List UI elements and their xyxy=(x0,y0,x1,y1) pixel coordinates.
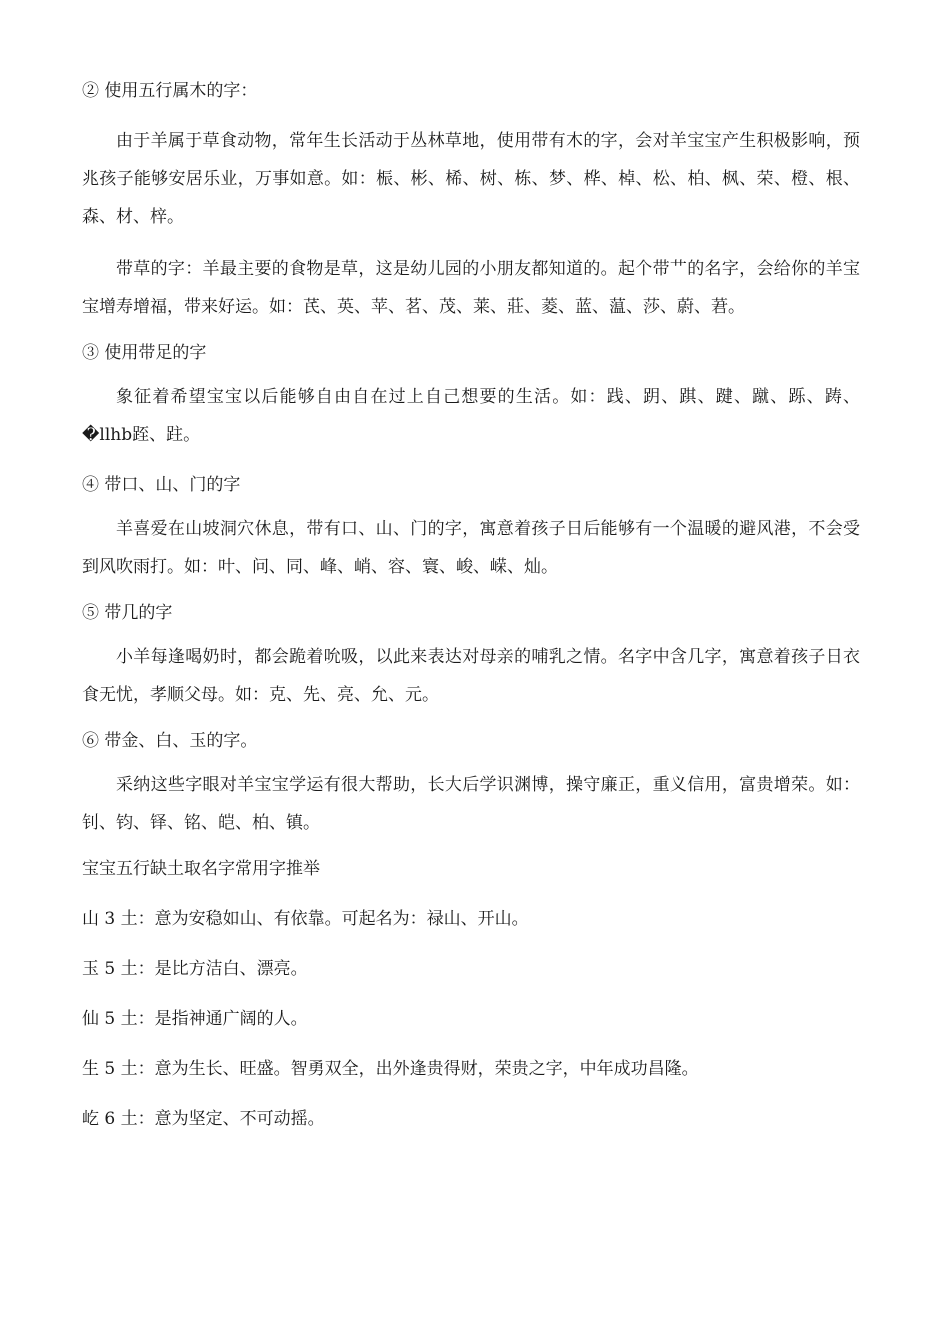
document-body xyxy=(82,80,860,1130)
paragraph-mouth-mountain-door-characters: 羊喜爱在山坡洞穴休息，带有口、山、门的字，寓意着孩子日后能够有一个温暖的避风港，不会受到风吹雨打。如：叶、问、同、峰、峭、容、寰、峻、嵘、灿。 xyxy=(82,519,860,577)
paragraph-gold-white-jade-characters: 采纳这些字眼对羊宝宝学运有很大帮助，长大后学识渊博，操守廉正，重义信用，富贵增荣。如：钊、钧、铎、铭、皑、柏、镇。 xyxy=(82,775,860,833)
earth-name-item-yi: 屹 6 土：意为坚定、不可动摇。 xyxy=(82,1109,325,1129)
earth-name-item-yu: 玉 5 土：是比方洁白、漂亮。 xyxy=(82,959,308,979)
section-heading-earth-names: 宝宝五行缺土取名字常用字推举 xyxy=(82,859,320,879)
earth-name-item-shan: 山 3 土：意为安稳如山、有依靠。可起名为：禄山、开山。 xyxy=(82,909,529,929)
earth-name-item-xian: 仙 5 土：是指神通广阔的人。 xyxy=(82,1009,308,1029)
section-heading-gold-white-jade: ⑥ 带金、白、玉的字。 xyxy=(82,731,258,751)
section-heading-foot: ③ 使用带足的字 xyxy=(82,343,207,363)
paragraph-grass-characters: 带草的字：羊最主要的食物是草，这是幼儿园的小朋友都知道的。起个带艹的名字，会给你的羊宝宝增寿增福，带来好运。如：芪、英、苹、茗、茂、莱、莊、菱、蓝、蕰、莎、蔚、莙。 xyxy=(82,259,860,317)
paragraph-wood-characters: 由于羊属于草食动物，常年生长活动于丛林草地，使用带有木的字，会对羊宝宝产生积极影响，预兆孩子能够安居乐业，万事如意。如：桭、彬、桸、树、栋、梦、桦、棹、松、柏、枫、荣、橙、根、森、材、梓。 xyxy=(82,131,860,227)
earth-name-item-sheng: 生 5 土：意为生长、旺盛。智勇双全，出外逢贵得财，荣贵之字，中年成功昌隆。 xyxy=(82,1059,699,1079)
section-heading-ji: ⑤ 带几的字 xyxy=(82,603,173,623)
paragraph-ji-characters: 小羊每逢喝奶时，都会跪着吮吸，以此来表达对母亲的哺乳之情。名字中含几字，寓意着孩子日衣食无忧，孝顺父母。如：克、先、亮、允、元。 xyxy=(82,647,860,705)
section-heading-wood: ② 使用五行属木的字： xyxy=(82,81,258,101)
section-heading-mouth-mountain-door: ④ 带口、山、门的字 xyxy=(82,475,241,495)
paragraph-foot-characters: 象征着希望宝宝以后能够自由自在过上自己想要的生活。如：践、跀、踑、踺、蹴、跞、踌、�llhb跮、跓。 xyxy=(82,387,860,445)
